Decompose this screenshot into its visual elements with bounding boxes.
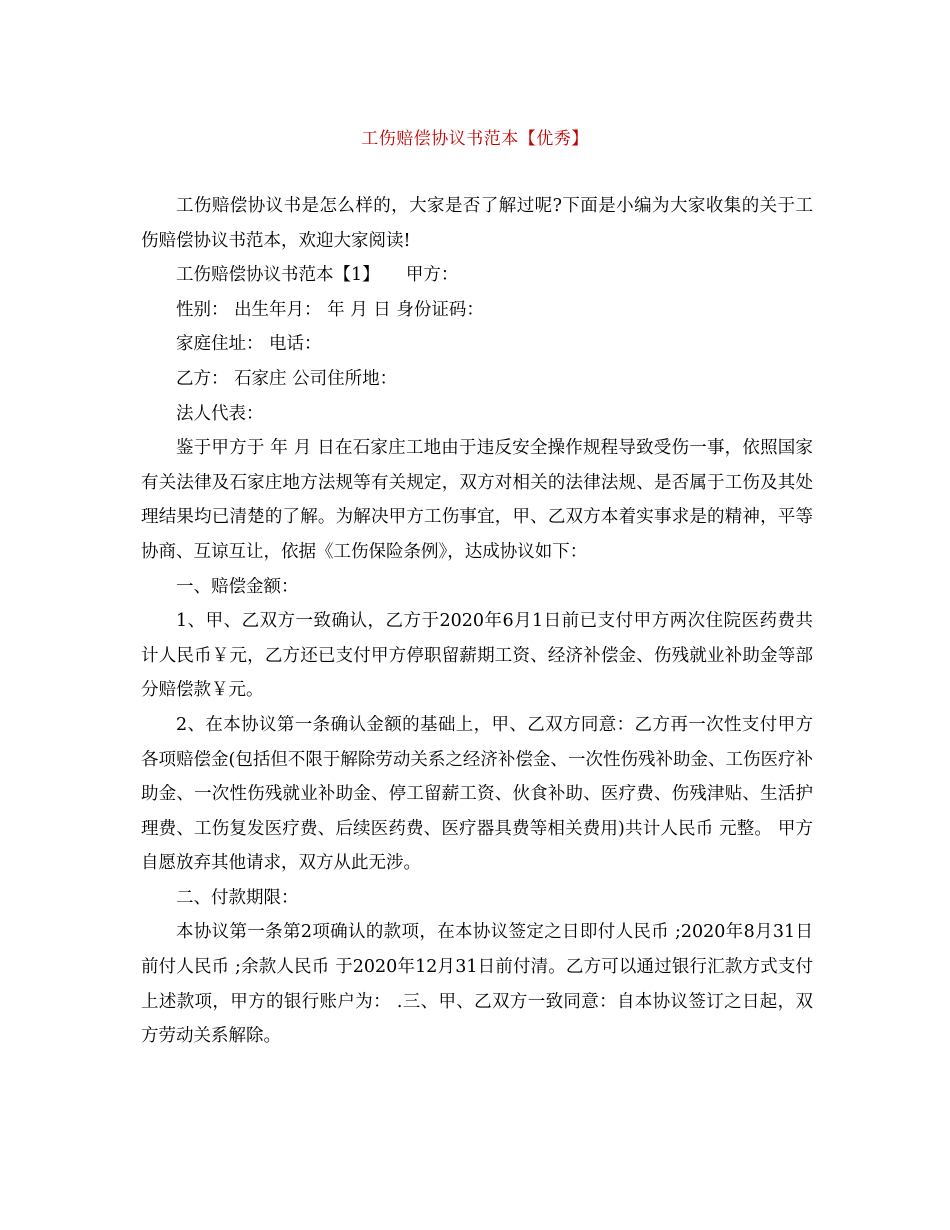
document-body [141, 189, 813, 1054]
paragraph-recital: 鉴于甲方于 年 月 日在石家庄工地由于违反安全操作规程导致受伤一事，依照国家有关法律及石家庄地方法规等有关规定，双方对相关的法律法规、是否属于工伤及其处理结果均已清楚的了解。为解决甲方工伤事宜，甲、乙双方本着实事求是的精神，平等协商、互谅互让，依据《工伤保险条例》，达成协议如下： [141, 438, 813, 562]
paragraph-payment: 本协议第一条第2项确认的款项，在本协议签定之日即付人民币 ;2020年8月31日前付人民币 ;余款人民币 于2020年12月31日前付清。乙方可以通过银行汇款方式支付上述款项，甲方的银行账户为： .三、甲、乙双方一致同意：自本协议签订之日起，双方劳动关系解除。 [141, 922, 813, 1047]
paragraph-gender-birth-id: 性别： 出生年月： 年 月 日 身份证码： [176, 299, 484, 320]
paragraph-clause-1: 1、甲、乙双方一致确认，乙方于2020年6月1日前已支付甲方两次住院医药费共计人民币￥元，乙方还已支付甲方停职留薪期工资、经济补偿金、伤残就业补助金等部分赔偿款￥元。 [141, 611, 813, 701]
section-heading-payment-term: 二、付款期限： [176, 887, 299, 908]
paragraph-sample-heading: 工伤赔偿协议书范本【1】 甲方： [176, 265, 459, 286]
paragraph-clause-2: 2、在本协议第一条确认金额的基础上，甲、乙双方同意：乙方再一次性支付甲方各项赔偿金(包括但不限于解除劳动关系之经济补偿金、一次性伤残补助金、工伤医疗补助金、一次性伤残就业补助金、停工留薪工资、伙食补助、医疗费、伤残津贴、生活护理费、工伤复发医疗费、后续医药费、医疗器具费等相关费用)共计人民币 元整。 甲方自愿放弃其他请求，双方从此无涉。 [141, 714, 813, 874]
paragraph-party-b: 乙方： 石家庄 公司住所地： [176, 368, 398, 389]
document-title: 工伤赔偿协议书范本【优秀】 [361, 129, 589, 149]
paragraph-address-phone: 家庭住址： 电话： [176, 334, 322, 355]
section-heading-compensation: 一、赔偿金额： [176, 576, 299, 597]
paragraph-intro: 工伤赔偿协议书是怎么样的，大家是否了解过呢?下面是小编为大家收集的关于工伤赔偿协议书范本，欢迎大家阅读! [141, 196, 813, 251]
paragraph-legal-rep: 法人代表： [176, 403, 264, 424]
